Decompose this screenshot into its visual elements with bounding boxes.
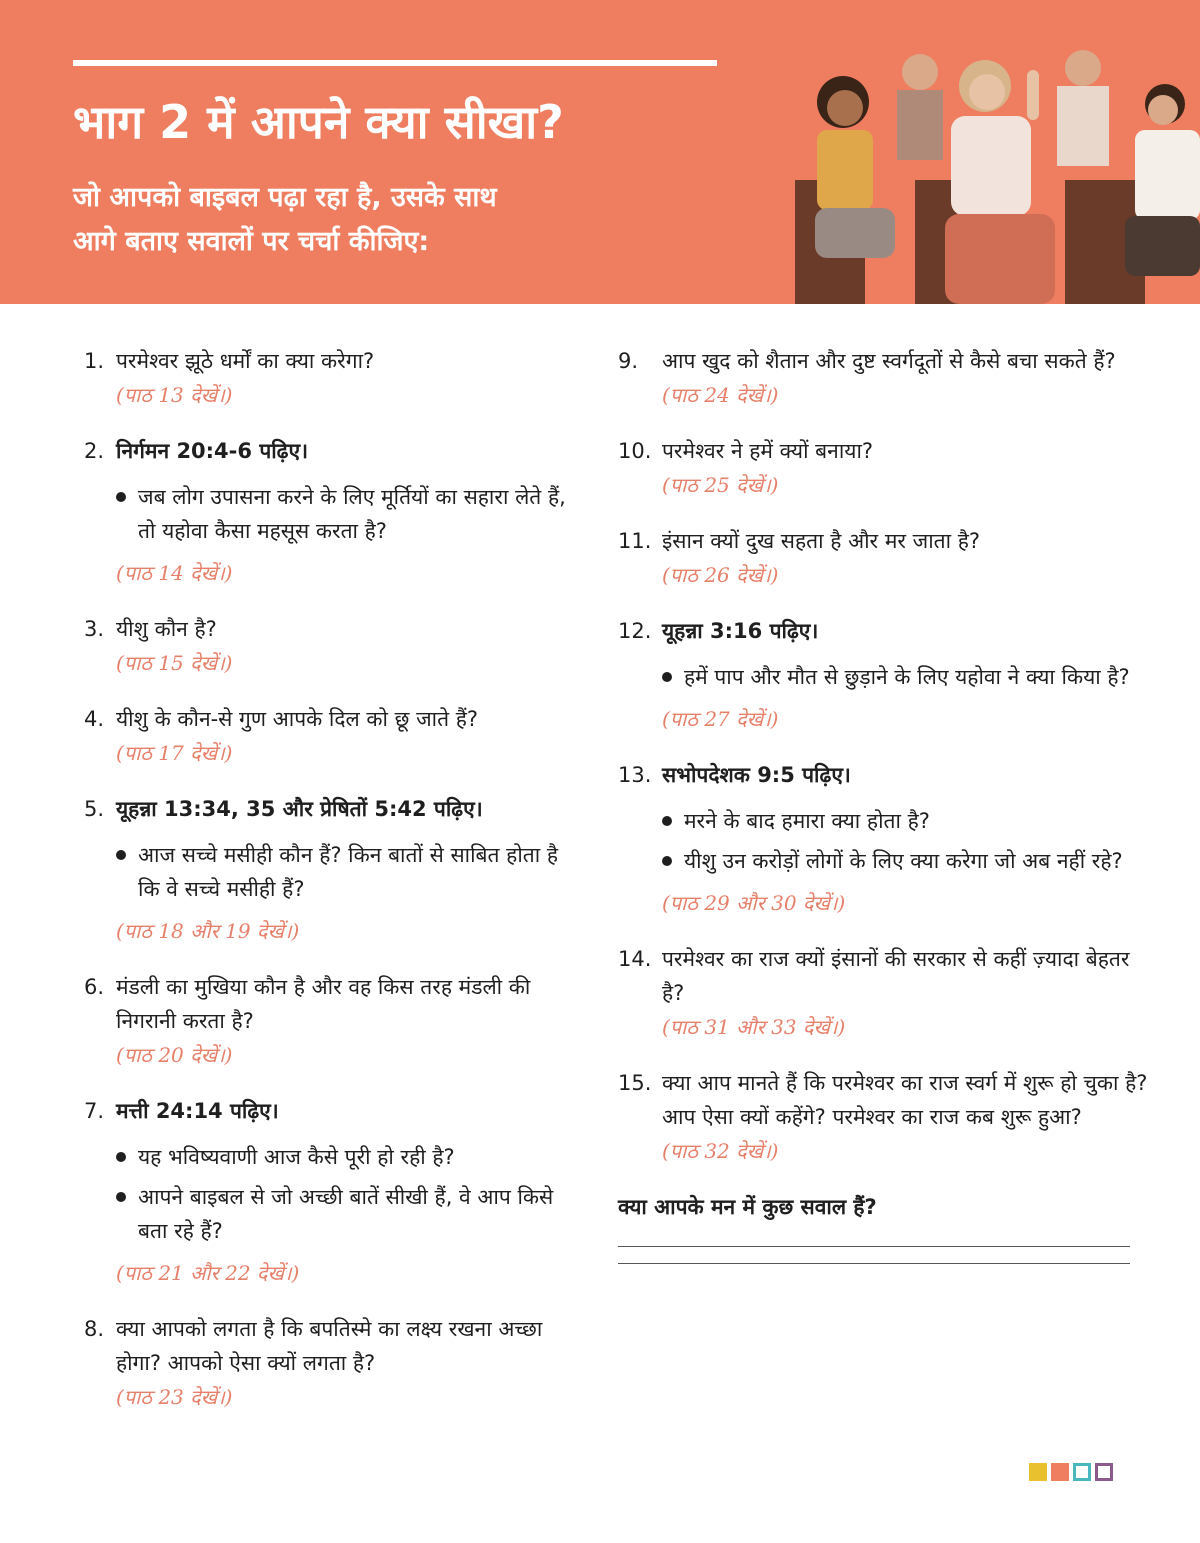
lesson-reference: (पाठ 20 देखें।) — [116, 1043, 233, 1067]
scripture-reading: यूहन्ना 3:16 पढ़िए। — [662, 619, 819, 643]
orange-square-icon — [1051, 1463, 1069, 1481]
question-number: 5. — [84, 797, 105, 821]
question-8 — [84, 1312, 584, 1414]
scripture-reading: यूहन्ना 13:34, 35 और प्रेषितों 5:42 पढ़िए। — [116, 797, 483, 821]
question-number: 12. — [618, 619, 652, 643]
question-text: परमेश्वर झूठे धर्मों का क्या करेगा? — [116, 349, 375, 373]
question-text: यीशु कौन है? — [116, 617, 217, 641]
question-number: 4. — [84, 707, 105, 731]
question-5 — [84, 792, 584, 948]
lesson-reference: (पाठ 15 देखें।) — [116, 651, 233, 675]
bullet-icon — [116, 1192, 126, 1202]
question-2 — [84, 434, 584, 590]
header-rule — [73, 60, 717, 66]
question-7 — [84, 1094, 584, 1290]
question-number: 9. — [618, 349, 639, 373]
sub-question: यीशु उन करोड़ों लोगों के लिए क्या करेगा जो अब नहीं रहे? — [662, 844, 1148, 878]
question-10 — [618, 434, 1148, 502]
question-number: 11. — [618, 529, 652, 553]
subtitle-line-2: आगे बताए सवालों पर चर्चा कीजिए: — [73, 226, 430, 257]
question-number: 1. — [84, 349, 105, 373]
sub-question: आज सच्चे मसीही कौन हैं? किन बातों से साबित होता है कि वे सच्चे मसीही हैं? — [116, 838, 584, 906]
page-subtitle — [73, 176, 633, 264]
lesson-reference: (पाठ 32 देखें।) — [662, 1139, 779, 1163]
people-illustration — [765, 30, 1200, 304]
question-9 — [618, 344, 1148, 412]
lesson-reference: (पाठ 21 और 22 देखें।) — [116, 1261, 300, 1285]
closing-prompt: क्या आपके मन में कुछ सवाल हैं? — [618, 1195, 877, 1219]
question-number: 7. — [84, 1099, 105, 1123]
bullet-icon — [116, 492, 126, 502]
lesson-reference: (पाठ 31 और 33 देखें।) — [662, 1015, 846, 1039]
question-number: 14. — [618, 947, 652, 971]
section-markers — [1029, 1463, 1113, 1481]
answer-line-1[interactable] — [618, 1246, 1130, 1247]
question-text: क्या आप मानते हैं कि परमेश्वर का राज स्वर्ग में शुरू हो चुका है? आप ऐसा क्यों कहेंगे? परमेश्वर का राज कब शुरू हुआ? — [662, 1071, 1148, 1129]
page-title: भाग 2 में आपने क्या सीखा? — [73, 95, 564, 149]
sub-question: यह भविष्यवाणी आज कैसे पूरी हो रही है? — [116, 1140, 584, 1174]
yellow-square-icon — [1029, 1463, 1047, 1481]
bullet-icon — [662, 816, 672, 826]
question-text: इंसान क्यों दुख सहता है और मर जाता है? — [662, 529, 981, 553]
question-15 — [618, 1066, 1148, 1168]
question-text: परमेश्वर ने हमें क्यों बनाया? — [662, 439, 874, 463]
question-14 — [618, 942, 1148, 1044]
question-number: 13. — [618, 763, 652, 787]
question-text: क्या आपको लगता है कि बपतिस्मे का लक्ष्य रखना अच्छा होगा? आपको ऐसा क्यों लगता है? — [116, 1317, 543, 1375]
lesson-reference: (पाठ 29 और 30 देखें।) — [662, 891, 846, 915]
lesson-reference: (पाठ 27 देखें।) — [662, 707, 779, 731]
question-1 — [84, 344, 584, 412]
question-3 — [84, 612, 584, 680]
sub-question: हमें पाप और मौत से छुड़ाने के लिए यहोवा ने क्या किया है? — [662, 660, 1148, 694]
lesson-reference: (पाठ 25 देखें।) — [662, 473, 779, 497]
questions-column-left — [84, 344, 584, 1436]
question-11 — [618, 524, 1148, 592]
sub-question: मरने के बाद हमारा क्या होता है? — [662, 804, 1148, 838]
question-number: 8. — [84, 1317, 105, 1341]
bullet-icon — [116, 850, 126, 860]
teal-outline-square-icon — [1073, 1463, 1091, 1481]
sub-question: आपने बाइबल से जो अच्छी बातें सीखी हैं, वे आप किसे बता रहे हैं? — [116, 1180, 584, 1248]
lesson-reference: (पाठ 17 देखें।) — [116, 741, 233, 765]
scripture-reading: निर्गमन 20:4-6 पढ़िए। — [116, 439, 309, 463]
question-6 — [84, 970, 584, 1072]
question-text: आप खुद को शैतान और दुष्ट स्वर्गदूतों से कैसे बचा सकते हैं? — [662, 349, 1116, 373]
header-banner — [0, 0, 1200, 304]
bullet-icon — [116, 1152, 126, 1162]
lesson-reference: (पाठ 24 देखें।) — [662, 383, 779, 407]
answer-line-2[interactable] — [618, 1263, 1130, 1264]
bullet-icon — [662, 856, 672, 866]
question-12 — [618, 614, 1148, 736]
question-number: 6. — [84, 975, 105, 999]
sub-question: जब लोग उपासना करने के लिए मूर्तियों का सहारा लेते हैं, तो यहोवा कैसा महसूस करता है? — [116, 480, 584, 548]
scripture-reading: मत्ती 24:14 पढ़िए। — [116, 1099, 279, 1123]
question-number: 3. — [84, 617, 105, 641]
question-text: मंडली का मुखिया कौन है और वह किस तरह मंडली की निगरानी करता है? — [116, 975, 531, 1033]
question-number: 2. — [84, 439, 105, 463]
lesson-reference: (पाठ 26 देखें।) — [662, 563, 779, 587]
question-number: 10. — [618, 439, 652, 463]
lesson-reference: (पाठ 23 देखें।) — [116, 1385, 233, 1409]
bullet-icon — [662, 672, 672, 682]
question-4 — [84, 702, 584, 770]
scripture-reading: सभोपदेशक 9:5 पढ़िए। — [662, 763, 851, 787]
lesson-reference: (पाठ 14 देखें।) — [116, 561, 233, 585]
questions-column-right — [618, 344, 1148, 1264]
question-number: 15. — [618, 1071, 652, 1095]
lesson-reference: (पाठ 18 और 19 देखें।) — [116, 919, 300, 943]
question-text: यीशु के कौन-से गुण आपके दिल को छू जाते हैं? — [116, 707, 479, 731]
question-13 — [618, 758, 1148, 920]
question-text: परमेश्वर का राज क्यों इंसानों की सरकार से कहीं ज़्यादा बेहतर है? — [662, 947, 1130, 1005]
purple-outline-square-icon — [1095, 1463, 1113, 1481]
subtitle-line-1: जो आपको बाइबल पढ़ा रहा है, उसके साथ — [73, 182, 497, 213]
lesson-reference: (पाठ 13 देखें।) — [116, 383, 233, 407]
